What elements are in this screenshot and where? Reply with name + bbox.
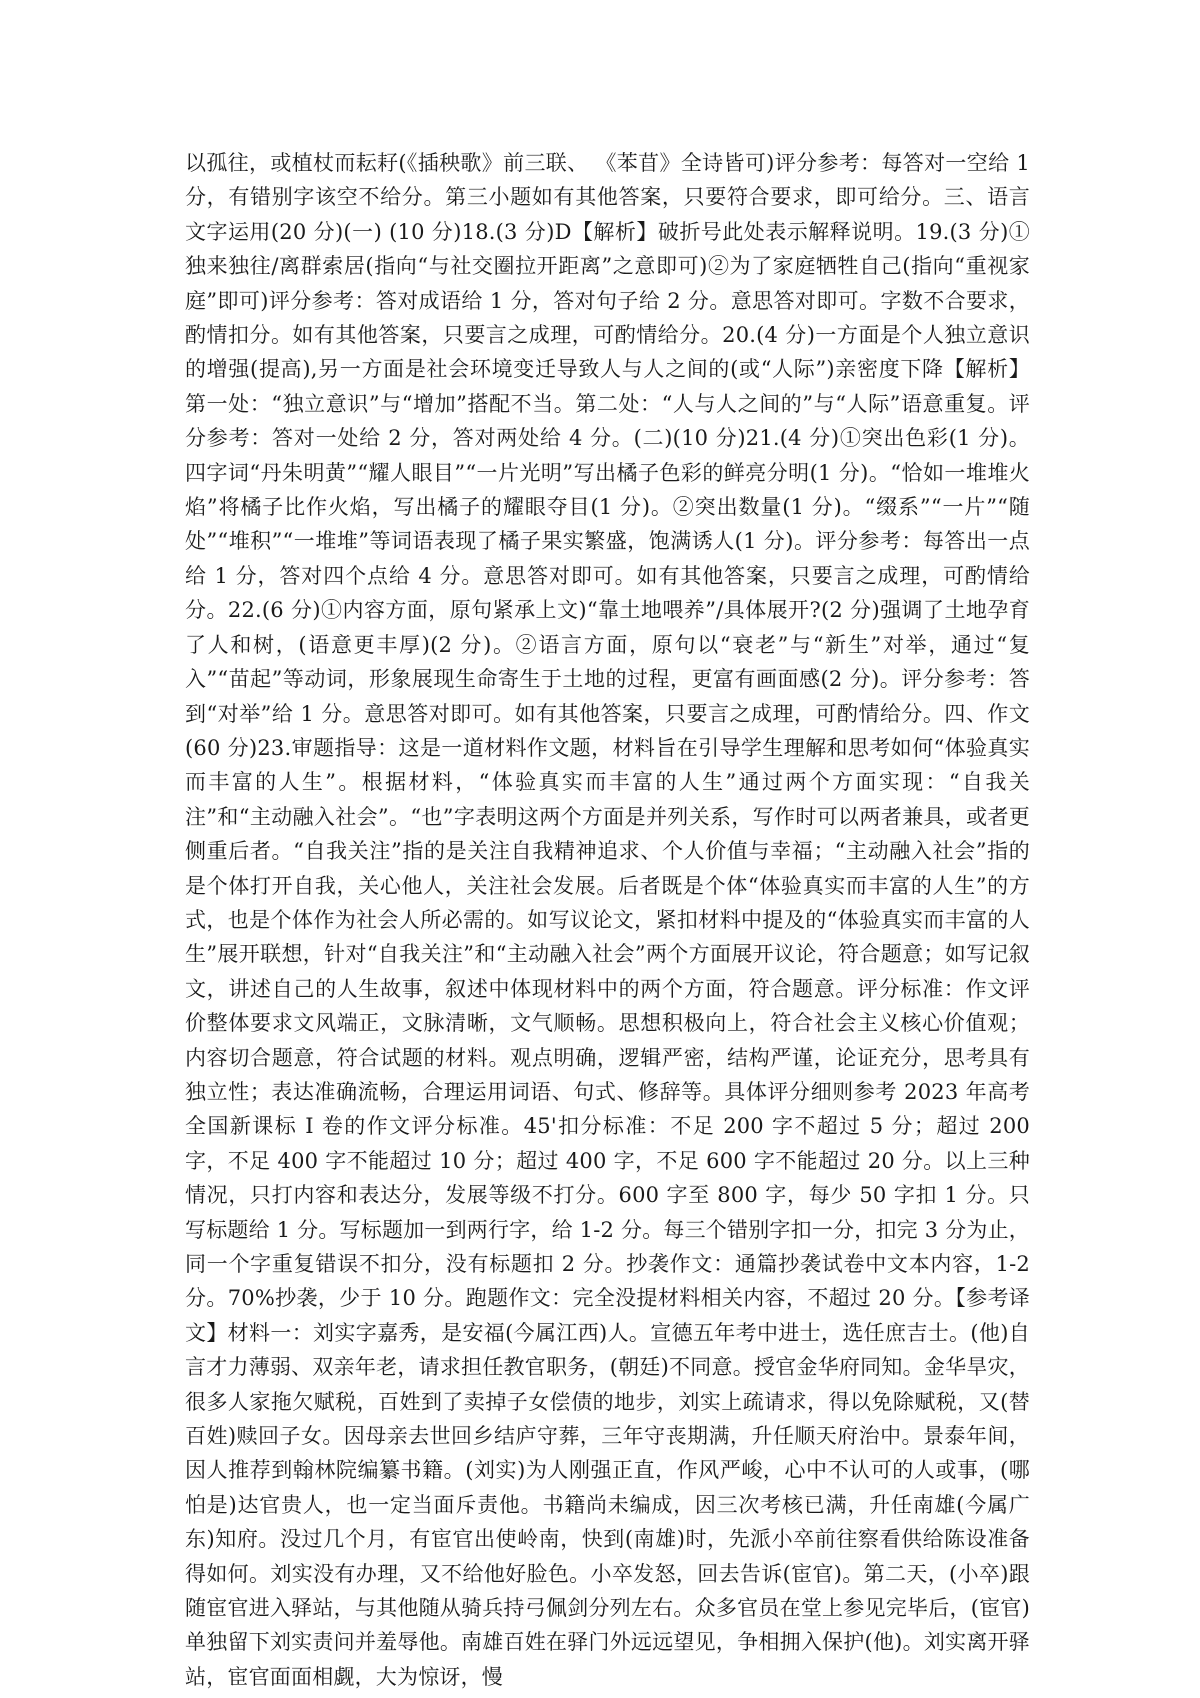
body-text: 以孤往，或植杖而耘耔(《插秧歌》前三联、 《苯苜》全诗皆可)评分参考：每答对一空给 1 分，有错别字该空不给分。第三小题如有其他答案，只要符合要求，即可给分。三、语言文字运用(20 分)(一) (10 分)18.(3 分)D【解析】破折号此处表示解释说明。19.(3 分)①独来独往/离群索居(指向“与社交圈拉开距离”之意即可)②为了家庭牺牲自己(指向“重视家庭”即可)评分参考：答对成语给 1 分，答对句子给 2 分。意思答对即可。字数不合要求，酌情扣分。如有其他答案，只要言之成理，可酌情给分。20.(4 分)一方面是个人独立意识的增强(提高),另一方面是社会环境变迁导致人与人之间的(或“人际”)亲密度下降【解析】第一处：“独立意识”与“增加”搭配不当。第二处：“人与人之间的”与“人际”语意重复。评分参考：答对一处给 2 分，答对两处给 4 分。(二)(10 分)21.(4 分)①突出色彩(1 分)。四字词“丹朱明黄”“耀人眼目”“一片光明”写出橘子色彩的鲜亮分明(1 分)。“恰如一堆堆火焰”将橘子比作火焰，写出橘子的耀眼夺目(1 分)。②突出数量(1 分)。“缀系”“一片”“随处”“堆积”“一堆堆”等词语表现了橘子果实繁盛，饱满诱人(1 分)。评分参考：每答出一点给 1 分，答对四个点给 4 分。意思答对即可。如有其他答案，只要言之成理，可酌情给分。22.(6 分)①内容方面，原句紧承上文)“靠土地喂养”/具体展开?(2 分)强调了土地孕育了人和树，(语意更丰厚)(2 分)。②语言方面，原句以“衰老”与“新生”对举，通过“复入”“苗起”等动词，形象展现生命寄生于土地的过程，更富有画面感(2 分)。评分参考：答到“对举”给 1 分。意思答对即可。如有其他答案，只要言之成理，可酌情给分。四、作文(60 分)23.审题指导：这是一道材料作文题，材料旨在引导学生理解和思考如何“体验真实而丰富的人生”。根据材料，“体验真实而丰富的人生”通过两个方面实现：“自我关注”和“主动融入社会”。“也”字表明这两个方面是并列关系，写作时可以两者兼具，或者更侧重后者。“自我关注”指的是关注自我精神追求、个人价值与幸福；“主动融入社会”指的是个体打开自我，关心他人，关注社会发展。后者既是个体“体验真实而丰富的人生”的方式，也是个体作为社会人所必需的。如写议论文，紧扣材料中提及的“体验真实而丰富的人生”展开联想，针对“自我关注”和“主动融入社会”两个方面展开议论，符合题意；如写记叙文，讲述自己的人生故事，叙述中体现材料中的两个方面，符合题意。评分标准：作文评价整体要求文风端正，文脉清晰，文气顺畅。思想积极向上，符合社会主义核心价值观；内容切合题意，符合试题的材料。观点明确，逻辑严密，结构严谨，论证充分，思考具有独立性；表达准确流畅，合理运用词语、句式、修辞等。具体评分细则参考 2023 年高考全国新课标 I 卷的作文评分标准。45'扣分标准：不足 200 字不超过 5 分；超过 200 字，不足 400 字不能超过 10 分；超过 400 字，不足 600 字不能超过 20 分。以上三种情况，只打内容和表达分，发展等级不打分。600 字至 800 字，每少 50 字扣 1 分。只写标题给 1 分。写标题加一到两行字，给 1-2 分。每三个错别字扣一分，扣完 3 分为止，同一个字重复错误不扣分，没有标题扣 2 分。抄袭作文：通篇抄袭试卷中文本内容，1-2 分。70%抄袭，少于 10 分。跑题作文：完全没提材料相关内容，不超过 20 分。【参考译文】材料一：刘实字嘉秀，是安福(今属江西)人。宣德五年考中进士，选任庶吉士。(他)自言才力薄弱、双亲年老，请求担任教官职务，(朝廷)不同意。授官金华府同知。金华旱灾，很多人家拖欠赋税，百姓到了卖掉子女偿债的地步，刘实上疏请求，得以免除赋税，又(替百姓)赎回子女。因母亲去世回乡结庐守葬，三年守丧期满，升任顺天府治中。景泰年间，因人推荐到翰林院编纂书籍。(刘实)为人刚强正直，作风严峻，心中不认可的人或事，(哪怕是)达官贵人，也一定当面斥责他。书籍尚未编成，因三次考核已满，升任南雄(今属广东)知府。没过几个月，有宦官出使岭南，快到(南雄)时，先派小卒前往察看供给陈设准备得如何。刘实没有办理，又不给他好脸色。小卒发怒，回去告诉(宦官)。第二天，(小卒)跟随宦官进入驿站，与其他随从骑兵持弓佩剑分列左右。众多官员在堂上参见完毕后，(宦官)单独留下刘实责问并羞辱他。南雄百姓在驿门外远远望见，争相拥入保护(他)。刘实离开驿站，宦官面面相觑，大为惊讶，慢	[185, 151, 1030, 1689]
